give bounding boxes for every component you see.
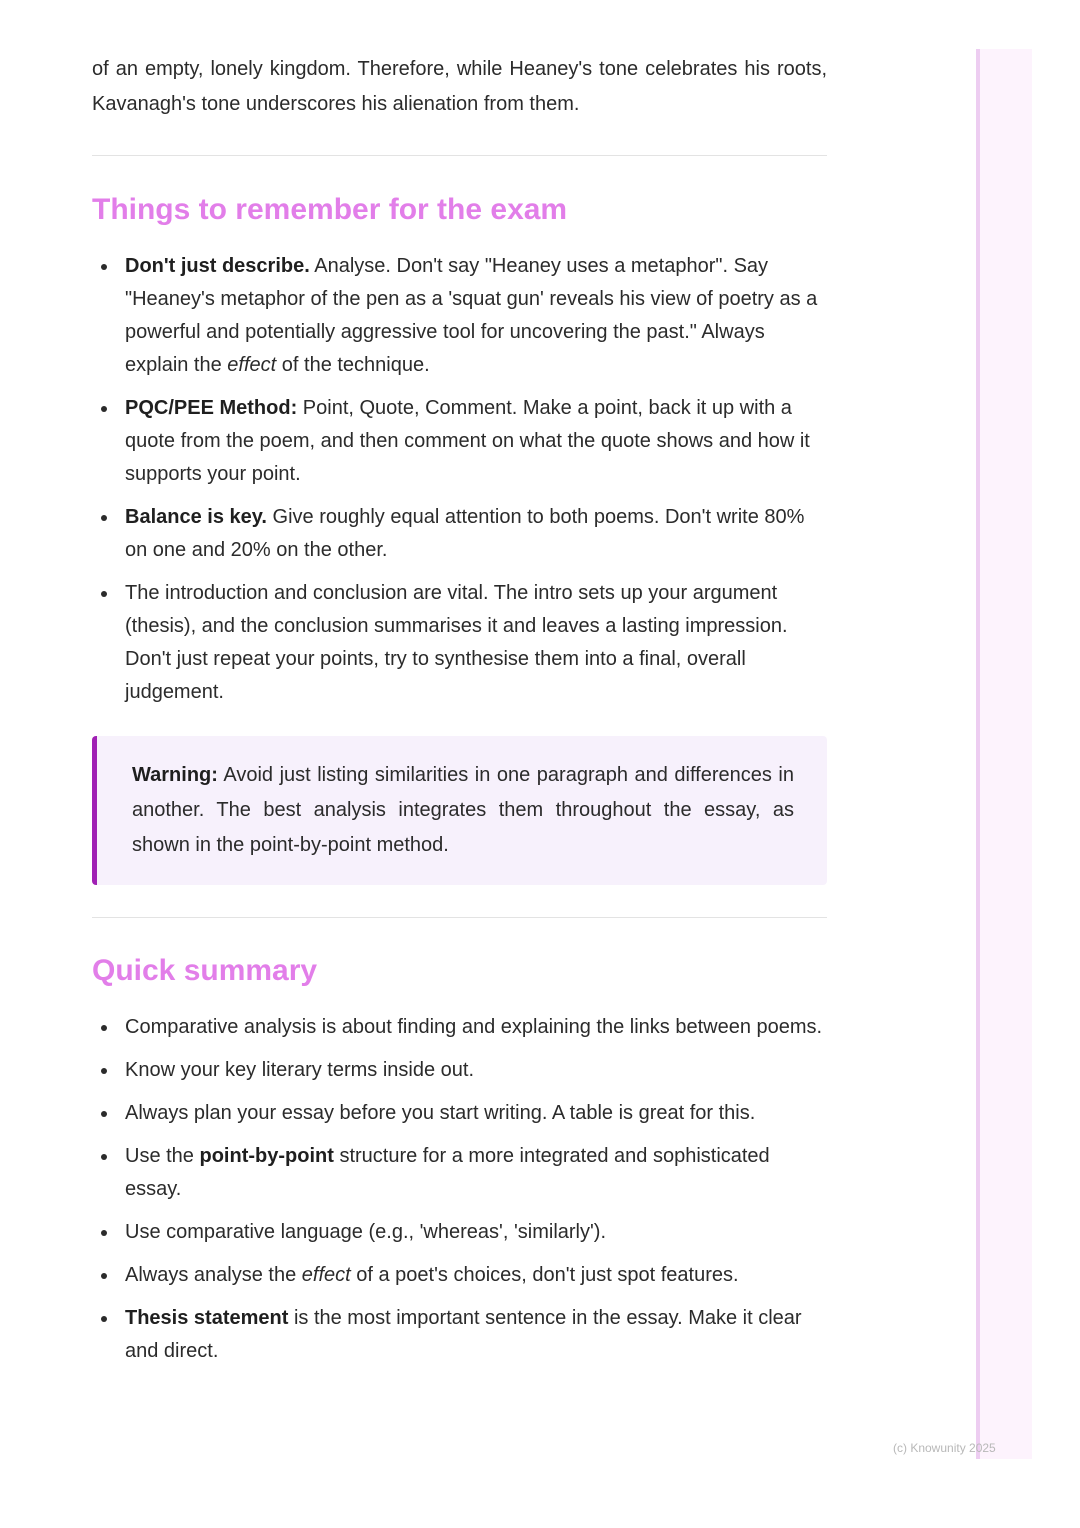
document-page xyxy=(92,52,827,1368)
item-text: of a poet's choices, don't just spot features. xyxy=(350,1264,739,1286)
item-text: Analyse. Don't say "Heaney uses a metaphor". Say "Heaney's metaphor of the pen as a 'squat gun' reveals his view of poetry as a powerful and potentially aggressive tool for uncovering the past." Always explain the xyxy=(125,255,818,376)
item-bold: Thesis statement xyxy=(125,1307,289,1329)
list-item xyxy=(92,577,827,709)
summary-heading: Quick summary xyxy=(92,954,318,987)
item-italic: effect xyxy=(301,1264,351,1286)
item-text: Know your key literary terms inside out. xyxy=(125,1059,475,1081)
intro-paragraph: of an empty, lonely kingdom. Therefore, while Heaney's tone celebrates his roots, Kavanagh's tone underscores his alienation from them. xyxy=(92,58,827,115)
item-bold: Balance is key. xyxy=(125,506,267,528)
list-item xyxy=(92,501,827,567)
item-text: Use the xyxy=(125,1145,200,1167)
list-item xyxy=(92,1302,827,1368)
warning-text: Avoid just listing similarities in one paragraph and differences in another. The best analysis integrates them throughout the essay, as shown in the point-by-point method. xyxy=(132,764,794,856)
warning-callout xyxy=(92,736,827,885)
item-text: Comparative analysis is about finding and explaining the links between poems. xyxy=(125,1016,823,1038)
item-bold: Don't just describe. xyxy=(125,255,310,277)
item-text: is the most important sentence in the essay. Make it clear and direct. xyxy=(125,1307,802,1362)
summary-list xyxy=(92,1011,827,1368)
item-bold: point-by-point xyxy=(199,1145,334,1167)
list-item xyxy=(92,250,827,382)
exam-list xyxy=(92,250,827,709)
item-text: of the technique. xyxy=(276,354,430,376)
list-item xyxy=(92,1054,827,1087)
side-accent-line xyxy=(976,49,980,1459)
list-item xyxy=(92,1011,827,1044)
item-text: Give roughly equal attention to both poems. Don't write 80% on one and 20% on the other. xyxy=(125,506,805,561)
item-text: Point, Quote, Comment. Make a point, back it up with a quote from the poem, and then comment on what the quote shows and how it supports your point. xyxy=(125,397,810,485)
side-strip xyxy=(976,49,1032,1459)
list-item xyxy=(92,1140,827,1206)
item-text: Always plan your essay before you start writing. A table is great for this. xyxy=(125,1102,756,1124)
list-item xyxy=(92,1216,827,1249)
section-divider xyxy=(92,155,827,156)
section-divider xyxy=(92,917,827,918)
list-item xyxy=(92,1097,827,1130)
item-text: The introduction and conclusion are vital. The intro sets up your argument (thesis), and the conclusion summarises it and leaves a lasting impression. Don't just repeat your points, try to synthesise them into a final, overall judgement. xyxy=(125,582,788,703)
item-text: structure for a more integrated and sophisticated essay. xyxy=(125,1145,770,1200)
warning-label: Warning: xyxy=(132,764,218,786)
item-bold: PQC/PEE Method: xyxy=(125,397,298,419)
list-item xyxy=(92,1259,827,1292)
item-italic: effect xyxy=(227,354,277,376)
item-text: Always analyse the xyxy=(125,1264,302,1286)
copyright-footer: (c) Knowunity 2025 xyxy=(893,1441,996,1455)
item-text: Use comparative language (e.g., 'whereas', 'similarly'). xyxy=(125,1221,607,1243)
list-item xyxy=(92,392,827,491)
exam-heading: Things to remember for the exam xyxy=(92,193,568,226)
